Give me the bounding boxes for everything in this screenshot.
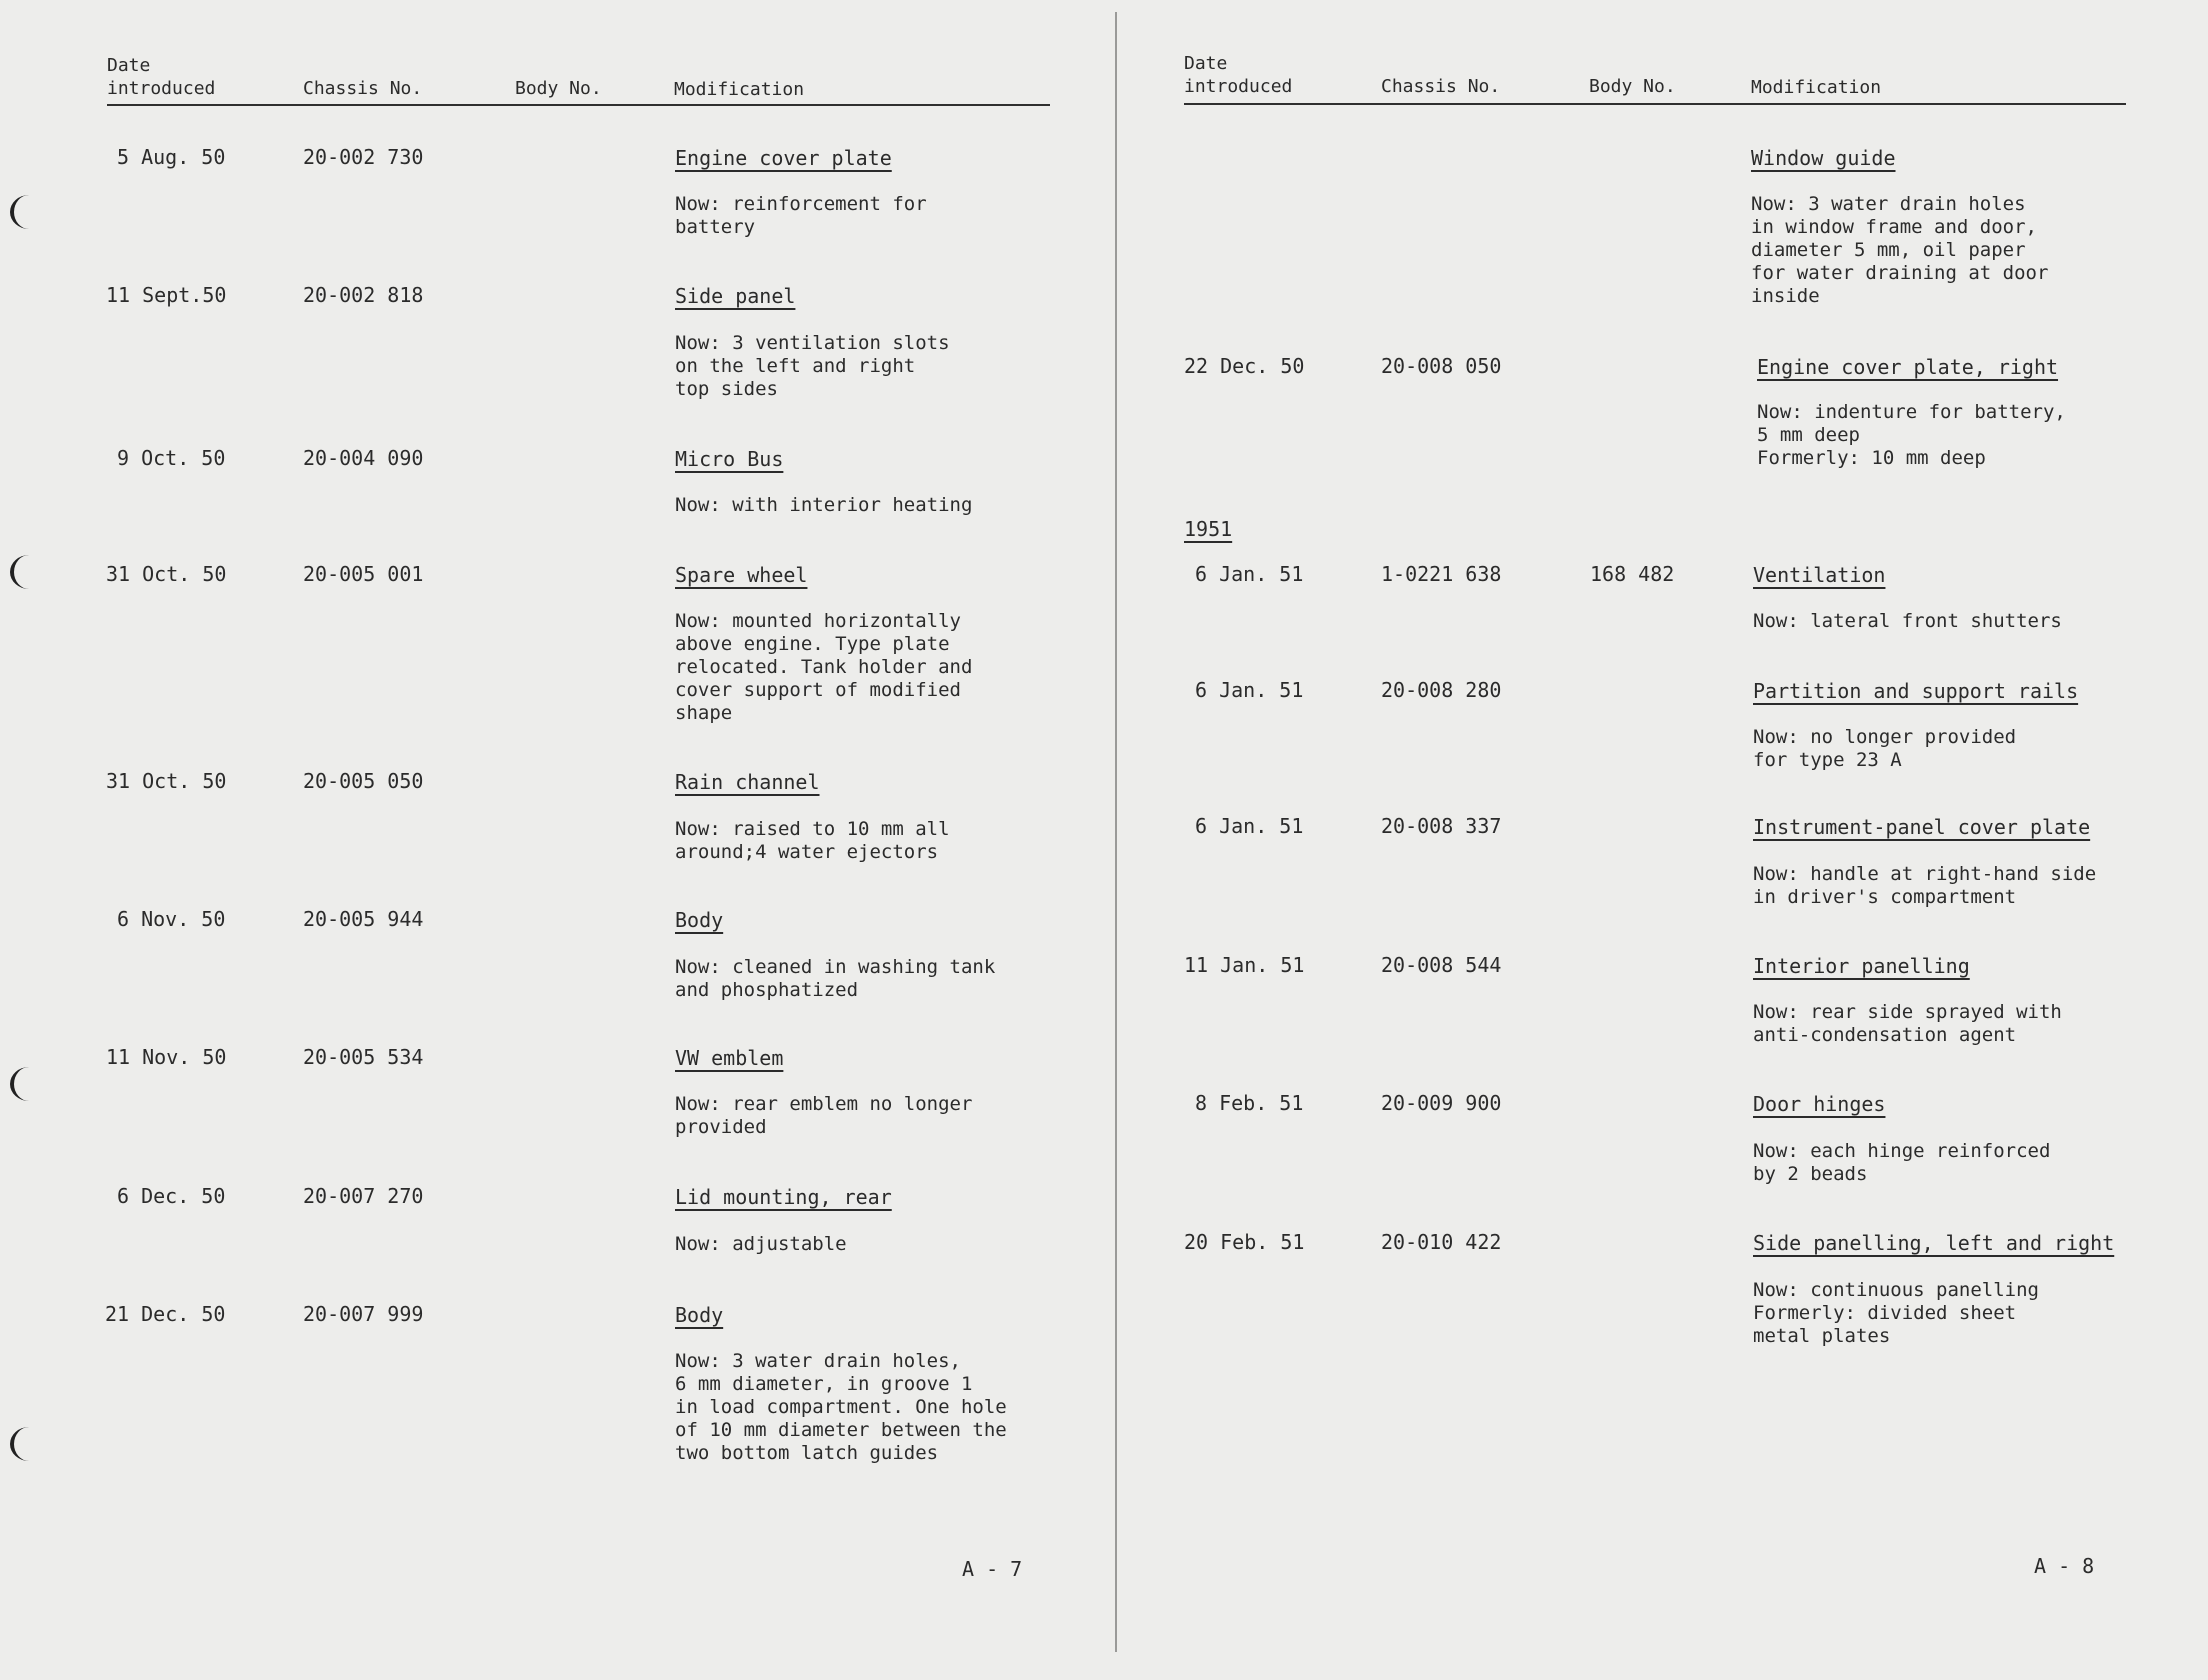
entry-description: Now: each hinge reinforced by 2 beads — [1753, 1140, 2051, 1185]
entry-date: 21 Dec. 50 — [105, 1302, 226, 1326]
entry-title: Spare wheel — [675, 563, 808, 587]
entry-title: Window guide — [1751, 146, 1896, 170]
entry-title: Lid mounting, rear — [675, 1185, 892, 1209]
entry-title: Rain channel — [675, 770, 820, 794]
entry-description: Now: rear side sprayed with anti-condensation agent — [1753, 1001, 2062, 1046]
entry-chassis: 20-005 001 — [303, 562, 424, 586]
entry-title: Engine cover plate — [675, 146, 892, 170]
header-modification: Modification — [674, 79, 805, 100]
punch-hole-mark — [10, 1427, 48, 1461]
entry-date: 20 Feb. 51 — [1184, 1230, 1305, 1254]
entry-chassis: 20-008 280 — [1381, 678, 1502, 702]
entry-chassis: 20-005 050 — [303, 769, 424, 793]
entry-date: 11 Jan. 51 — [1184, 953, 1305, 977]
entry-title: Body — [675, 1303, 724, 1327]
entry-description: Now: 3 water drain holes in window frame and door, diameter 5 mm, oil paper for water draining at door inside — [1751, 193, 2049, 307]
punch-hole-mark — [10, 1067, 48, 1101]
entry-title: Partition and support rails — [1753, 679, 2079, 703]
punch-hole-mark — [10, 195, 48, 229]
entry-chassis: 20-002 818 — [303, 283, 424, 307]
entry-date: 31 Oct. 50 — [106, 562, 227, 586]
entry-chassis: 20-007 999 — [303, 1302, 424, 1326]
entry-chassis: 20-004 090 — [303, 446, 424, 470]
entry-description: Now: 3 ventilation slots on the left and right top sides — [675, 332, 950, 400]
entry-description: Now: handle at right-hand side in driver's compartment — [1753, 863, 2097, 908]
entry-title: Ventilation — [1753, 563, 1886, 587]
entry-description: Now: rear emblem no longer provided — [675, 1093, 973, 1138]
header-modification: Modification — [1751, 77, 1882, 98]
entry-date: 5 Aug. 50 — [117, 145, 226, 169]
page-number: A - 8 — [2034, 1554, 2095, 1578]
header-body-no: Body No. — [1589, 76, 1676, 97]
entry-description: Now: with interior heating — [675, 494, 973, 516]
entry-description: Now: mounted horizontally above engine. Type plate relocated. Tank holder and cover support of modified shape — [675, 610, 973, 724]
header-rule — [1184, 103, 2126, 105]
entry-date: 6 Nov. 50 — [117, 907, 226, 931]
entry-title: Side panel — [675, 284, 796, 308]
header-rule — [107, 104, 1050, 106]
header-date-introduced: Date introduced — [1184, 53, 1293, 97]
entry-chassis: 20-002 730 — [303, 145, 424, 169]
entry-chassis: 20-010 422 — [1381, 1230, 1502, 1254]
entry-description: Now: lateral front shutters — [1753, 610, 2062, 632]
entry-chassis: 20-008 337 — [1381, 814, 1502, 838]
entry-chassis: 20-009 900 — [1381, 1091, 1502, 1115]
entry-title: Instrument-panel cover plate — [1753, 815, 2091, 839]
entry-title: Body — [675, 908, 724, 932]
entry-date: 9 Oct. 50 — [117, 446, 226, 470]
entry-description: Now: continuous panelling Formerly: divided sheet metal plates — [1753, 1279, 2039, 1347]
entry-description: Now: raised to 10 mm all around;4 water ejectors — [675, 818, 950, 863]
page-right — [1118, 0, 2208, 1680]
header-date-introduced: Date introduced — [107, 55, 216, 99]
entry-title: Micro Bus — [675, 447, 784, 471]
entry-date: 11 Nov. 50 — [106, 1045, 227, 1069]
entry-title: Side panelling, left and right — [1753, 1231, 2115, 1255]
entry-date: 6 Jan. 51 — [1195, 678, 1304, 702]
entry-date: 22 Dec. 50 — [1184, 354, 1305, 378]
entry-chassis: 20-008 050 — [1381, 354, 1502, 378]
entry-title: Door hinges — [1753, 1092, 1886, 1116]
page-number: A - 7 — [962, 1557, 1023, 1581]
year-label: 1951 — [1184, 517, 1233, 541]
page-gutter — [1115, 12, 1117, 1652]
entry-description: Now: no longer provided for type 23 A — [1753, 726, 2017, 771]
entry-chassis: 20-008 544 — [1381, 953, 1502, 977]
entry-title: Engine cover plate, right — [1757, 355, 2059, 379]
entry-title: Interior panelling — [1753, 954, 1970, 978]
entry-date: 6 Jan. 51 — [1195, 562, 1304, 586]
entry-chassis: 20-005 534 — [303, 1045, 424, 1069]
entry-chassis: 20-007 270 — [303, 1184, 424, 1208]
entry-date: 8 Feb. 51 — [1195, 1091, 1304, 1115]
entry-chassis: 1-0221 638 — [1381, 562, 1502, 586]
punch-hole-mark — [10, 555, 48, 589]
entry-body-no: 168 482 — [1590, 562, 1675, 586]
entry-date: 6 Dec. 50 — [117, 1184, 226, 1208]
entry-description: Now: reinforcement for battery — [675, 193, 927, 238]
entry-description: Now: cleaned in washing tank and phosphatized — [675, 956, 996, 1001]
entry-chassis: 20-005 944 — [303, 907, 424, 931]
header-chassis-no: Chassis No. — [303, 78, 423, 99]
entry-description: Now: 3 water drain holes, 6 mm diameter, in groove 1 in load compartment. One hole of 10 mm diameter between the two bottom latch guides — [675, 1350, 1007, 1464]
header-chassis-no: Chassis No. — [1381, 76, 1501, 97]
entry-date: 31 Oct. 50 — [106, 769, 227, 793]
entry-description: Now: adjustable — [675, 1233, 847, 1255]
entry-description: Now: indenture for battery, 5 mm deep Formerly: 10 mm deep — [1757, 401, 2066, 469]
entry-date: 6 Jan. 51 — [1195, 814, 1304, 838]
header-body-no: Body No. — [515, 78, 602, 99]
entry-title: VW emblem — [675, 1046, 784, 1070]
entry-date: 11 Sept.50 — [106, 283, 227, 307]
